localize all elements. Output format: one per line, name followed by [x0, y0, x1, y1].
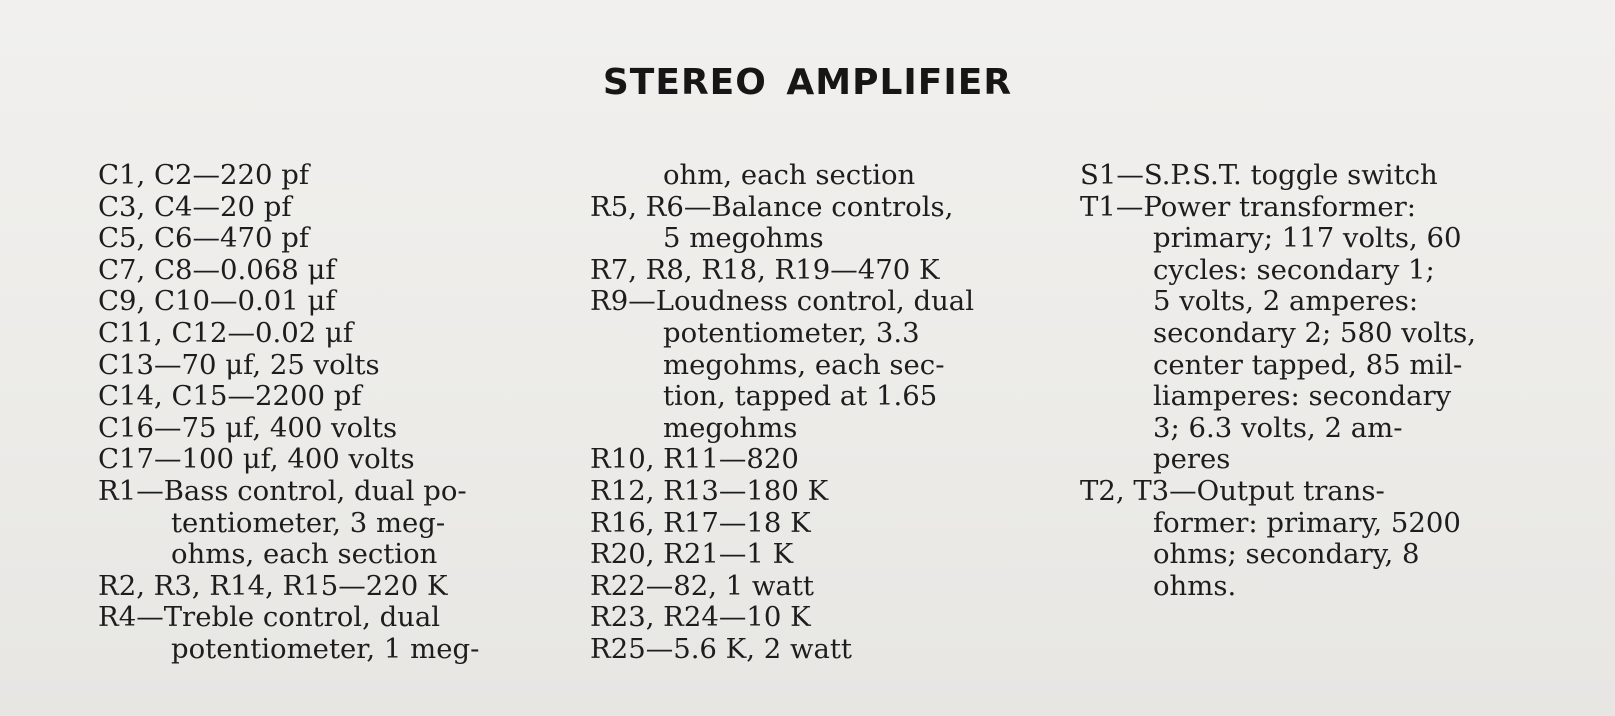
page-title: STEREO AMPLIFIER: [602, 62, 1013, 103]
parts-list-entry: C3, C4—20 pf: [98, 190, 292, 223]
parts-list-continuation-line: 5 volts, 2 amperes:: [1153, 285, 1419, 318]
parts-list-continuation-line: ohms; secondary, 8: [1153, 538, 1420, 571]
parts-list-entry: R7, R8, R18, R19—470 K: [590, 253, 940, 286]
parts-list-continuation-line: megohms, each sec-: [663, 348, 945, 381]
parts-list-entry: T1—Power transformer:: [1080, 190, 1417, 223]
parts-list-entry: R23, R24—10 K: [590, 601, 811, 634]
parts-list-entry: R25—5.6 K, 2 watt: [590, 632, 852, 665]
parts-list-entry: R16, R17—18 K: [590, 506, 811, 539]
parts-list-entry: C14, C15—2200 pf: [98, 380, 362, 413]
parts-list-entry: C17—100 μf, 400 volts: [98, 443, 415, 476]
parts-list-continuation-line: primary; 117 volts, 60: [1153, 222, 1462, 255]
parts-list-entry: C16—75 μf, 400 volts: [98, 411, 398, 444]
parts-list-entry: R22—82, 1 watt: [590, 569, 814, 602]
parts-list-continuation-line: liamperes: secondary: [1153, 380, 1452, 413]
parts-list-column-1: [98, 160, 479, 666]
parts-list-entry: R4—Treble control, dual: [98, 601, 441, 634]
parts-list-entry: C13—70 μf, 25 volts: [98, 348, 380, 381]
parts-list-continuation-line: cycles: secondary 1;: [1153, 253, 1435, 286]
parts-list-entry: R2, R3, R14, R15—220 K: [98, 569, 448, 602]
parts-list-column-3: [1080, 160, 1476, 602]
parts-list-continuation-line: center tapped, 85 mil-: [1153, 348, 1463, 381]
parts-list-continuation-line: tentiometer, 3 meg-: [171, 506, 446, 539]
parts-list-entry: R12, R13—180 K: [590, 474, 829, 507]
parts-list-entry: R9—Loudness control, dual: [590, 285, 974, 318]
parts-list-continuation-line: megohms: [663, 411, 798, 444]
parts-list-entry: C5, C6—470 pf: [98, 222, 310, 255]
parts-list-entry: R1—Bass control, dual po-: [98, 474, 467, 507]
parts-list-entry: R10, R11—820: [590, 443, 799, 476]
parts-list-entry: C11, C12—0.02 μf: [98, 316, 354, 349]
parts-list-continuation-line: secondary 2; 580 volts,: [1153, 316, 1477, 349]
parts-list-continuation-line: tion, tapped at 1.65: [663, 380, 938, 413]
parts-list-entry: R5, R6—Balance controls,: [590, 190, 954, 223]
parts-list-continuation-line: 5 megohms: [663, 222, 824, 255]
parts-list-entry: R20, R21—1 K: [590, 538, 794, 571]
parts-list-entry: C1, C2—220 pf: [98, 159, 310, 191]
parts-list-entry: C7, C8—0.068 μf: [98, 253, 336, 286]
parts-list-entry: T2, T3—Output trans-: [1080, 474, 1385, 507]
parts-list-column-2: [590, 160, 974, 666]
parts-list-continuation-line: ohms, each section: [171, 538, 438, 571]
parts-list-continuation-line: peres: [1153, 443, 1231, 476]
parts-list-continuation-line: 3; 6.3 volts, 2 am-: [1153, 411, 1403, 444]
parts-list-continuation-line: potentiometer, 1 meg-: [171, 632, 480, 665]
parts-list-continuation-line: ohms.: [1153, 569, 1237, 602]
parts-list-entry: C9, C10—0.01 μf: [98, 285, 336, 318]
parts-list-continuation-line: former: primary, 5200: [1153, 506, 1461, 539]
parts-list-continuation-line: ohm, each section: [663, 159, 916, 191]
parts-list-entry: S1—S.P.S.T. toggle switch: [1080, 159, 1438, 191]
parts-list-continuation-line: potentiometer, 3.3: [663, 316, 920, 349]
